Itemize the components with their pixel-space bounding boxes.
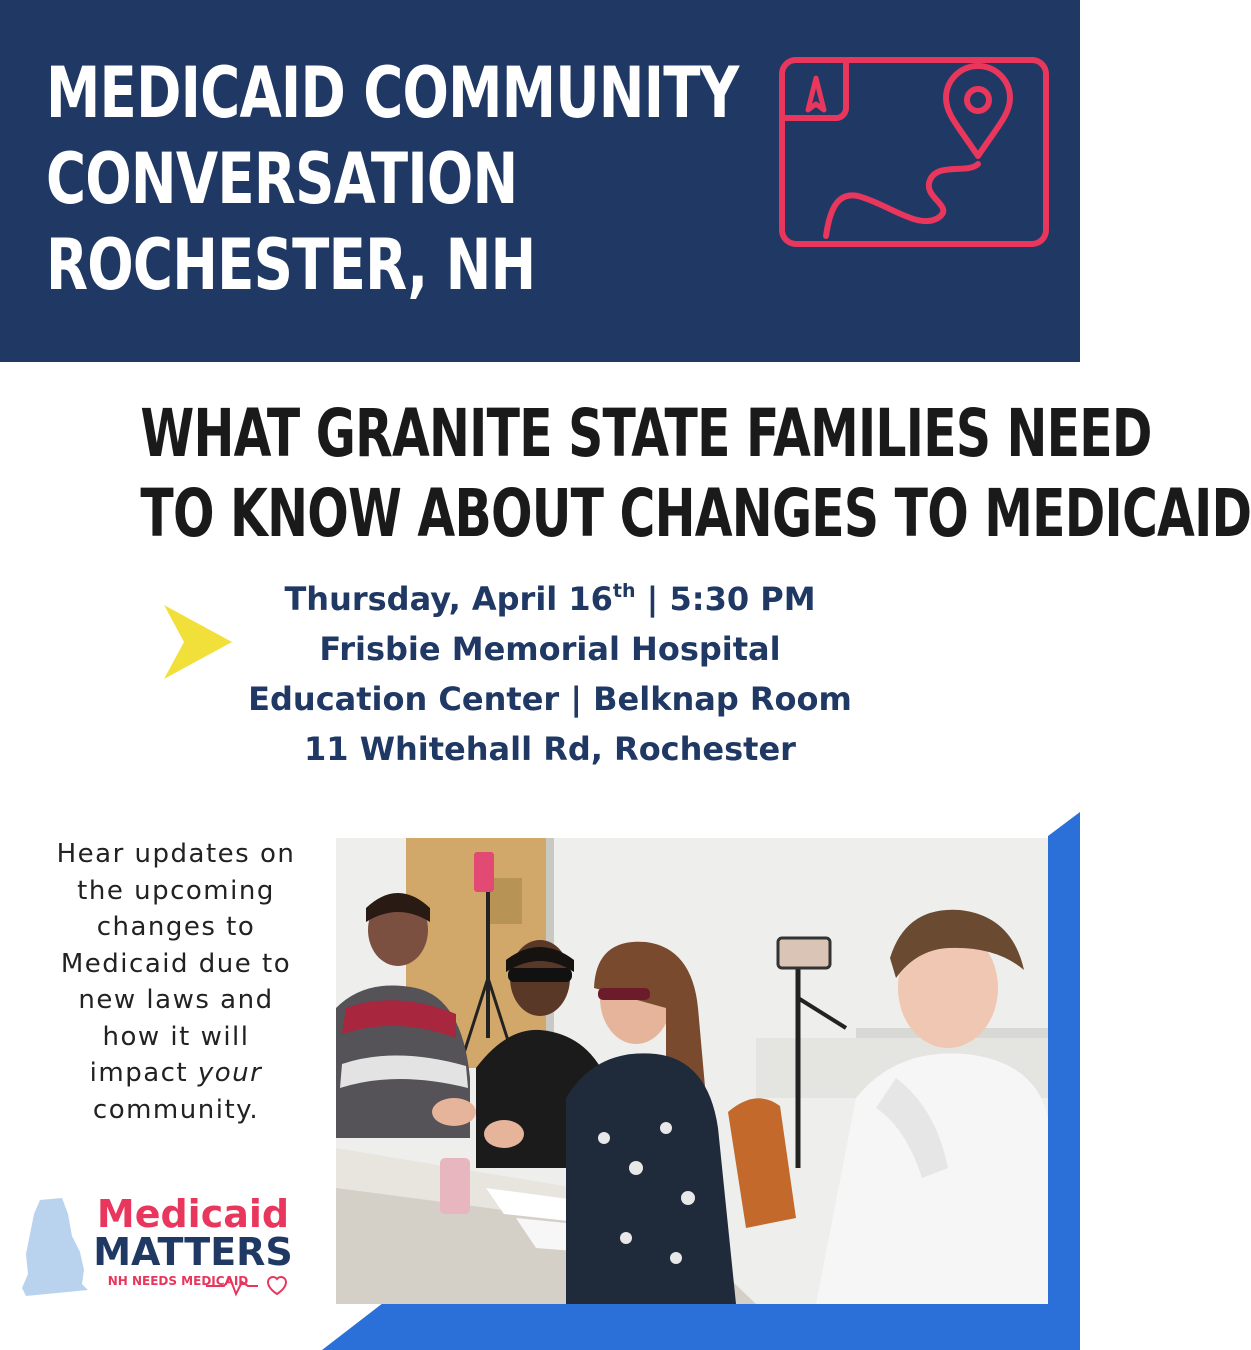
medicaid-matters-logo: [18, 1192, 298, 1302]
event-venue: Frisbie Memorial Hospital: [319, 630, 781, 668]
desc-line: how it will: [102, 1021, 250, 1052]
subtitle-line-2: TO KNOW ABOUT CHANGES TO MEDICAID: [140, 475, 1251, 552]
logo-wordmark-medicaid: Medicaid: [96, 1192, 290, 1236]
event-date: Thursday, April 16: [284, 580, 613, 618]
logo-wordmark-matters: MATTERS: [93, 1230, 293, 1274]
desc-line: the upcoming: [77, 875, 275, 906]
event-time: | 5:30 PM: [635, 580, 816, 618]
date-ordinal: th: [612, 580, 636, 602]
event-room: Education Center | Belknap Room: [248, 680, 852, 718]
title-line-1: MEDICAID COMMUNITY: [46, 52, 739, 134]
desc-line: changes to: [96, 912, 256, 942]
desc-line: new laws and: [78, 985, 274, 1015]
desc-impact-emphasis: your: [197, 1058, 263, 1088]
title-line-2: CONVERSATION: [46, 138, 518, 220]
desc-impact-prefix: impact: [89, 1058, 198, 1088]
desc-line-last: community.: [92, 1094, 260, 1125]
subtitle-line-1: WHAT GRANITE STATE FAMILIES NEED: [140, 395, 1152, 472]
title-line-3: ROCHESTER, NH: [46, 224, 536, 306]
desc-line: Medicaid due to: [60, 948, 292, 979]
desc-line: Hear updates on: [56, 839, 296, 869]
logo-tagline: NH NEEDS MEDICAID: [107, 1274, 249, 1288]
meeting-photo: [336, 838, 1048, 1304]
event-address: 11 Whitehall Rd, Rochester: [304, 730, 796, 768]
